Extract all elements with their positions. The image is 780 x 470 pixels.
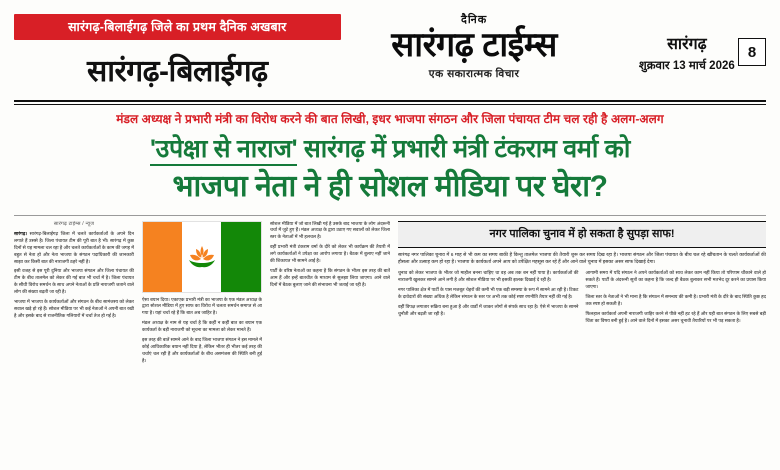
feature-heading: नगर पालिका चुनाव में हो सकता है सुपड़ा साफ! <box>398 221 766 249</box>
article-column-2 <box>142 221 262 443</box>
paragraph: वहीं विपक्ष लगातार सक्रिय बना हुआ है और वार्डों में जाकर लोगों से संपर्क साध रहा है। ऐसे में भाजपा के सामने चुनौती और बढ़ती जा रही है। <box>398 303 579 316</box>
paragraph: नगर पालिका क्षेत्र में पार्टी के पास मजबूत चेहरों की कमी भी एक बड़ी समस्या के रूप में सामने आ रही है। टिकट के दावेदारों की संख्या अधिक है लेकिन संगठन के स्तर पर अभी तक कोई स्पष्ट रणनीति तैयार नहीं की गई है। <box>398 287 579 300</box>
paragraph: आगामी समय में यदि संगठन ने अपने कार्यकर्ताओं को साथ लेकर काम नहीं किया तो परिणाम चौंकाने वाले हो सकते हैं। पार्टी के अंदरूनी सूत्रों का कहना है कि जल्द ही बैठक बुलाकर सभी मतभेद दूर करने का प्रयास किया जाएगा। <box>585 270 766 290</box>
headline-line-1 <box>16 134 764 165</box>
masthead-right <box>608 10 766 73</box>
newspaper-title: सारंगढ़ टाईम्स <box>391 26 557 64</box>
byline: सारंगढ़ टाईम्स / न्यूज <box>53 220 95 227</box>
paragraph: फिलहाल कार्यकर्ता अपनी नाराजगी जाहिर करने से पीछे नहीं हट रहे हैं और यही बात संगठन के लिए सबसे बड़ी चिंता का विषय बनी हुई है। आने वाले दिनों में इसका असर चुनावी तैयारियों पर भी पड़ सकता है। <box>585 310 766 323</box>
article-column-3 <box>270 221 390 443</box>
feature-lead: सारंगढ़ नगर पालिका चुनाव में 6 माह से भी कम का समय बाकी है किन्तु तालमेल भाजपा की तैयारी शुरू कर समय दिख रहा है। भाजपा संगठन और जिला पंचायत के बीच चल रहे खींचतान के चलते कार्यकर्ताओं की हौसला और उत्साह कम हो रहा है। भाजपा के कार्यकर्ता अपने आप को उपेक्षित महसूस कर रहे हैं और आने वाले चुनाव में इसका असर साफ दिखाई देगा। <box>398 253 766 266</box>
masthead-divider-thick <box>14 100 766 102</box>
article-column-1 <box>14 221 134 443</box>
paragraph: चुनाव को लेकर भाजपा के भीतर जो माहौल बनना चाहिए था वह अब तक बन नहीं पाया है। कार्यकर्ताओं की नाराजगी खुलकर सामने आने लगी है और सोशल मीडिया पर भी इसकी झलक दिखाई दे रही है। <box>398 270 579 283</box>
edition-date: शुक्रवार 13 मार्च 2026 <box>638 60 735 72</box>
masthead-dainik-label: दैनिक <box>460 14 488 26</box>
paragraph <box>14 231 134 265</box>
dateline: सारंगढ़। <box>14 231 28 236</box>
lotus-icon <box>185 242 219 272</box>
feature-subcolumn-left <box>398 270 579 327</box>
masthead-center <box>341 10 608 81</box>
feature-subcolumns <box>398 270 766 327</box>
paragraph: इस तरह की बातें सामने आने के बाद जिला भाजपा संगठन ने इस मामले में कोई आधिकारिक बयान नहीं दिया है, लेकिन भीतर ही भीतर कई तरह की चर्चाएं चल रही हैं और कार्यकर्ताओं के बीच असमंजस की स्थिति बनी हुई है। <box>142 336 262 363</box>
headline-block <box>14 132 766 209</box>
paragraph: पार्टी के वरिष्ठ नेताओं का कहना है कि संगठन के भीतर इस तरह की बातें आम हैं और इन्हें बातचीत के माध्यम से सुलझा लिया जाएगा। आने वाले दिनों में बैठक बुलाए जाने की संभावना भी जताई जा रही है। <box>270 267 390 287</box>
masthead-tagline: सारंगढ़-बिलाईगढ़ जिले का प्रथम दैनिक अखबार <box>14 14 341 40</box>
paragraph: ऐसा बयान दिया। एकाएक प्रभारी मंत्री का भाजपा के एक मंडल अध्यक्ष के द्वारा सोशल मीडिया में हुए साफ का विरोध में चलता समर्थन समाप्त से आ गया है। यहां चर्चा रहे हैं कि बात अब जाहिर है। <box>142 296 262 316</box>
masthead <box>14 10 766 96</box>
paragraph-text: सारंगढ़-बिलाईगढ़ जिला में चलते कार्यकर्ताओं के अपने दिन लगाते हैं उससे है। जिला पंचायत टीम की पूरी बात है भी। सारंगढ़ में कुछ दिनों से यह मामला चल रहा है और चलते कार्यकर्ताओं के काम की जगह में बहुत से नेता हो और नेता भाजपा के संगठन पदाधिकारी की जानकारी साझा कर किसी बात की नाराजगी ठहरे नहीं है। <box>14 231 134 264</box>
sidebar-feature <box>398 221 766 443</box>
headline-divider <box>14 215 766 216</box>
edition-place: सारंगढ़ <box>667 36 707 53</box>
page-number: 8 <box>738 38 766 66</box>
bjp-flag-image <box>142 221 262 293</box>
paragraph: मंडल अध्यक्ष के नाम से यह चर्चा है कि कहीं न कहीं बात का बयान एक कार्यकर्ता के बड़ी नाराजगी को सूचना का मामला को लेकर मानते हैं। <box>142 320 262 333</box>
feature-subcolumn-right <box>586 270 767 327</box>
paragraph: जिला स्तर के नेताओं ने भी माना है कि संगठन में समन्वय की कमी है। प्रभारी मंत्री के दौरे के बाद स्थिति कुछ हद तक स्पष्ट हो सकती है। <box>585 294 766 306</box>
masthead-left <box>14 10 341 90</box>
article-kicker: मंडल अध्यक्ष ने प्रभारी मंत्री का विरोध करने की बात लिखी, इधर भाजपा संगठन और जिला पंचायत टीम चल रही है अलग-अलग <box>116 112 664 126</box>
paragraph: इसी वजह से इस पूरी दुनिया और भाजपा संगठन और जिला पंचायत की टीम के बीच तालमेल को लेकर की गई बात भी चर्चा में है। जिला पंचायत के सीधी विरोध समर्थन के साथ अपने नेताओं के प्रति नाराजगी जताने वाले लोग की संख्या बढ़ती जा रही है। <box>14 268 134 295</box>
paragraph: भाजपा में भाजपा के कार्यकर्ताओं और संगठन के बीच सामंजस्य को लेकर सवाल खड़े हो रहे हैं। सोशल मीडिया पर भी कई नेताओं ने अपनी बात रखी है और इसके बाद से राजनीतिक गलियारों में चर्चा तेज हो गई है। <box>14 299 134 318</box>
paragraph: सोशल मीडिया में जो बात लिखी गई है उसके बाद भाजपा के लोग अंदरूनी चर्चा में जुटे हुए हैं। मंडल अध्यक्ष के द्वारा उठाए गए सवालों को लेकर जिला स्तर के नेताओं में भी हलचल है। <box>270 220 390 240</box>
headline-quoted-phrase: 'उपेक्षा से नाराज' <box>150 135 297 166</box>
headline-line-2: भाजपा नेता ने ही सोशल मीडिया पर घेरा? <box>172 169 608 203</box>
masthead-left-title: सारंगढ़-बिलाईगढ़ <box>86 55 268 88</box>
paragraph: वहीं प्रभारी मंत्री टंकराम वर्मा के दौरे को लेकर भी कार्यक्रम की तैयारी में लगे कार्यकर्ताओं ने उपेक्षा का आरोप लगाया है। बैठक में बुलाए नहीं जाने की शिकायत भी सामने आई है। <box>270 244 390 263</box>
newspaper-subtitle: एक सकारात्मक विचार <box>428 67 520 80</box>
headline-line-1-rest: सारंगढ़ में प्रभारी मंत्री टंकराम वर्मा को <box>297 135 631 163</box>
article-body <box>14 221 766 443</box>
